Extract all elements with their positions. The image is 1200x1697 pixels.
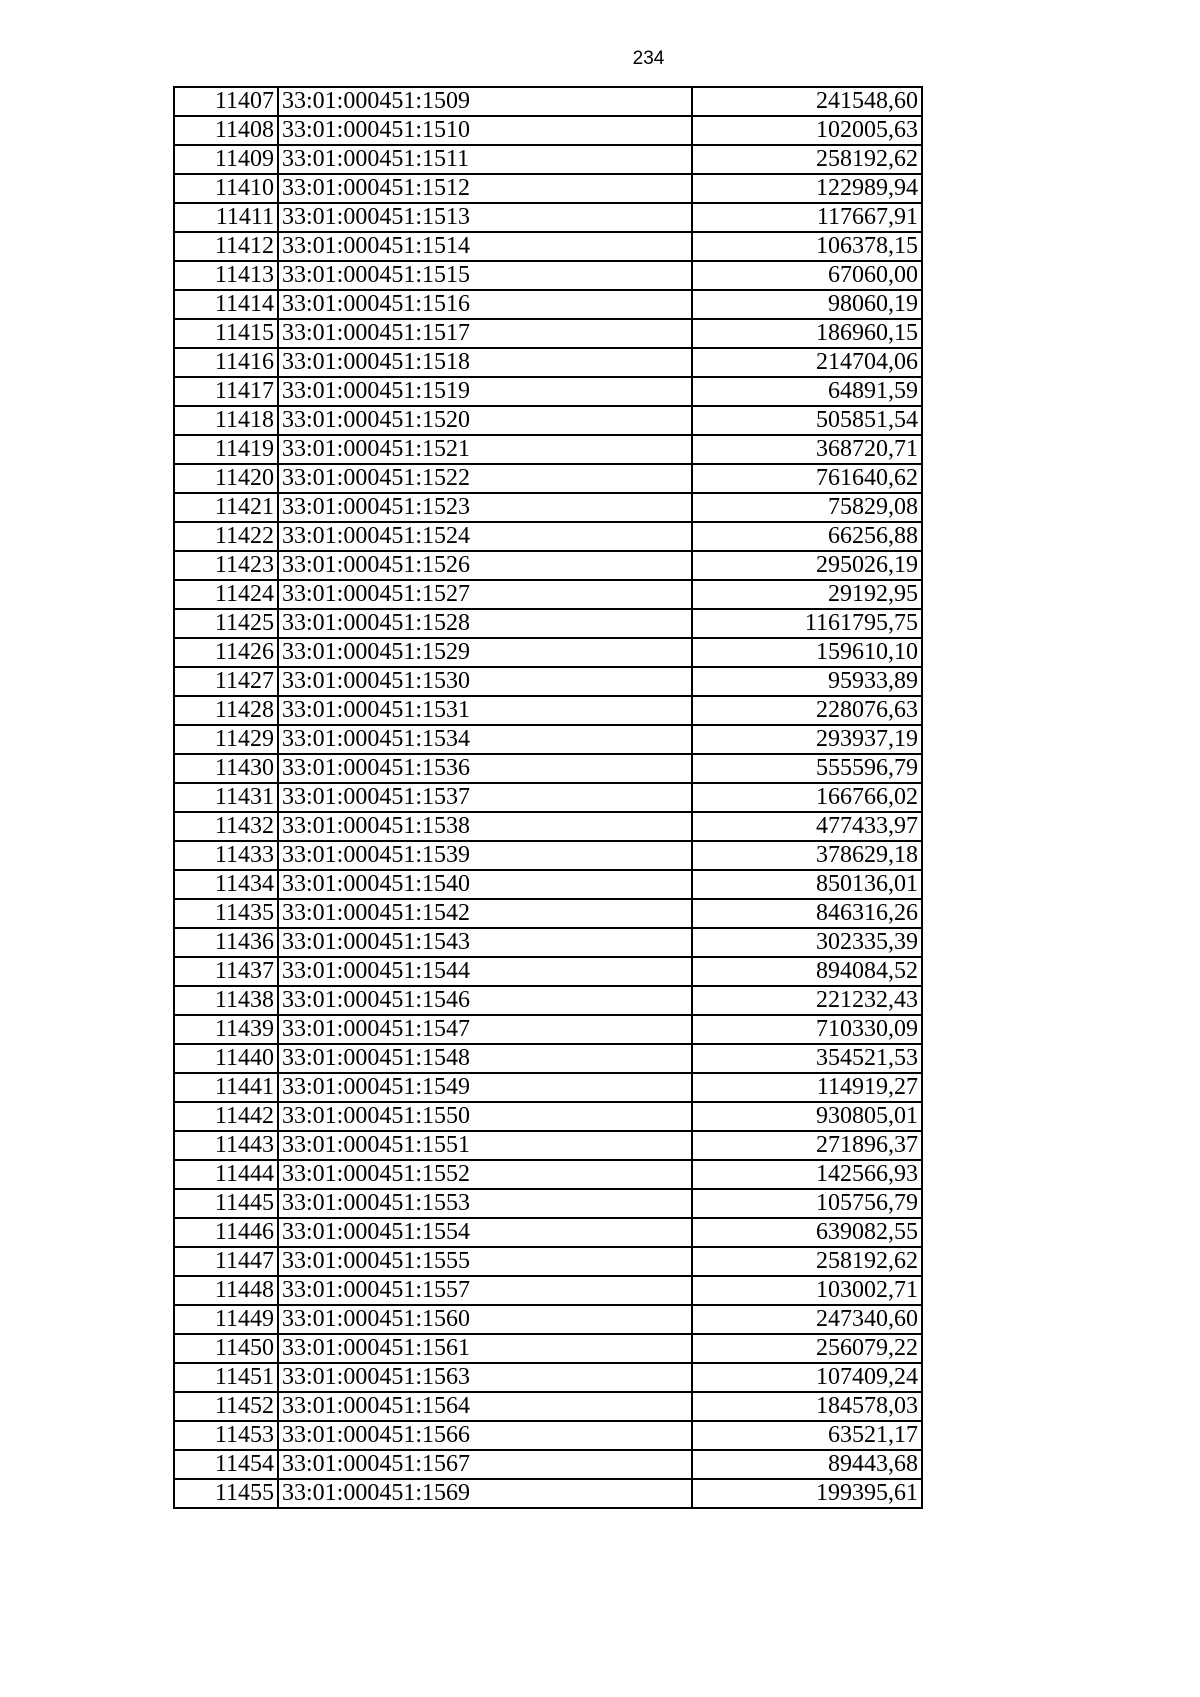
- cadastral-value-cell: 505851,54: [692, 406, 922, 435]
- table-row: [174, 1276, 922, 1305]
- cadastral-value-cell: 228076,63: [692, 696, 922, 725]
- cadastral-value-cell: 105756,79: [692, 1189, 922, 1218]
- row-number-cell: 11451: [174, 1363, 278, 1392]
- row-number-cell: 11447: [174, 1247, 278, 1276]
- cadastral-number-cell: 33:01:000451:1518: [278, 348, 692, 377]
- cadastral-number-cell: 33:01:000451:1539: [278, 841, 692, 870]
- row-number-cell: 11417: [174, 377, 278, 406]
- cadastral-value-cell: 95933,89: [692, 667, 922, 696]
- cadastral-value-cell: 159610,10: [692, 638, 922, 667]
- row-number-cell: 11438: [174, 986, 278, 1015]
- cadastral-number-cell: 33:01:000451:1513: [278, 203, 692, 232]
- table-row: [174, 1218, 922, 1247]
- row-number-cell: 11439: [174, 1015, 278, 1044]
- table-row: [174, 1392, 922, 1421]
- cadastral-value-cell: 354521,53: [692, 1044, 922, 1073]
- cadastral-number-cell: 33:01:000451:1540: [278, 870, 692, 899]
- row-number-cell: 11435: [174, 899, 278, 928]
- row-number-cell: 11455: [174, 1479, 278, 1508]
- cadastral-number-cell: 33:01:000451:1557: [278, 1276, 692, 1305]
- row-number-cell: 11426: [174, 638, 278, 667]
- cadastral-number-cell: 33:01:000451:1538: [278, 812, 692, 841]
- cadastral-value-cell: 846316,26: [692, 899, 922, 928]
- row-number-cell: 11444: [174, 1160, 278, 1189]
- table-row: [174, 812, 922, 841]
- row-number-cell: 11427: [174, 667, 278, 696]
- cadastral-number-cell: 33:01:000451:1524: [278, 522, 692, 551]
- cadastral-number-cell: 33:01:000451:1549: [278, 1073, 692, 1102]
- cadastral-value-cell: 378629,18: [692, 841, 922, 870]
- cadastral-value-cell: 64891,59: [692, 377, 922, 406]
- row-number-cell: 11454: [174, 1450, 278, 1479]
- table-row: [174, 1044, 922, 1073]
- table-row: [174, 754, 922, 783]
- table-row: [174, 1247, 922, 1276]
- cadastral-number-cell: 33:01:000451:1551: [278, 1131, 692, 1160]
- row-number-cell: 11449: [174, 1305, 278, 1334]
- row-number-cell: 11433: [174, 841, 278, 870]
- cadastral-value-cell: 477433,97: [692, 812, 922, 841]
- cadastral-number-cell: 33:01:000451:1561: [278, 1334, 692, 1363]
- table-row: [174, 551, 922, 580]
- cadastral-value-cell: 75829,08: [692, 493, 922, 522]
- cadastral-value-cell: 117667,91: [692, 203, 922, 232]
- cadastral-value-cell: 107409,24: [692, 1363, 922, 1392]
- row-number-cell: 11434: [174, 870, 278, 899]
- cadastral-value-table: [173, 86, 923, 1509]
- cadastral-number-cell: 33:01:000451:1560: [278, 1305, 692, 1334]
- row-number-cell: 11442: [174, 1102, 278, 1131]
- row-number-cell: 11437: [174, 957, 278, 986]
- cadastral-number-cell: 33:01:000451:1510: [278, 116, 692, 145]
- table-row: [174, 203, 922, 232]
- cadastral-value-cell: 271896,37: [692, 1131, 922, 1160]
- cadastral-number-cell: 33:01:000451:1530: [278, 667, 692, 696]
- cadastral-number-cell: 33:01:000451:1519: [278, 377, 692, 406]
- cadastral-number-cell: 33:01:000451:1569: [278, 1479, 692, 1508]
- table-row: [174, 377, 922, 406]
- row-number-cell: 11424: [174, 580, 278, 609]
- cadastral-number-cell: 33:01:000451:1528: [278, 609, 692, 638]
- cadastral-value-cell: 199395,61: [692, 1479, 922, 1508]
- cadastral-value-cell: 89443,68: [692, 1450, 922, 1479]
- table-row: [174, 841, 922, 870]
- cadastral-number-cell: 33:01:000451:1555: [278, 1247, 692, 1276]
- cadastral-number-cell: 33:01:000451:1548: [278, 1044, 692, 1073]
- cadastral-number-cell: 33:01:000451:1514: [278, 232, 692, 261]
- cadastral-number-cell: 33:01:000451:1522: [278, 464, 692, 493]
- table-row: [174, 174, 922, 203]
- table-row: [174, 1160, 922, 1189]
- cadastral-value-cell: 29192,95: [692, 580, 922, 609]
- table-row: [174, 667, 922, 696]
- cadastral-number-cell: 33:01:000451:1563: [278, 1363, 692, 1392]
- table-row: [174, 87, 922, 116]
- row-number-cell: 11411: [174, 203, 278, 232]
- cadastral-number-cell: 33:01:000451:1534: [278, 725, 692, 754]
- cadastral-value-cell: 63521,17: [692, 1421, 922, 1450]
- row-number-cell: 11407: [174, 87, 278, 116]
- cadastral-value-cell: 761640,62: [692, 464, 922, 493]
- cadastral-value-cell: 894084,52: [692, 957, 922, 986]
- row-number-cell: 11420: [174, 464, 278, 493]
- row-number-cell: 11410: [174, 174, 278, 203]
- cadastral-value-cell: 214704,06: [692, 348, 922, 377]
- row-number-cell: 11423: [174, 551, 278, 580]
- table-row: [174, 406, 922, 435]
- cadastral-number-cell: 33:01:000451:1554: [278, 1218, 692, 1247]
- table-row: [174, 261, 922, 290]
- row-number-cell: 11413: [174, 261, 278, 290]
- table-row: [174, 580, 922, 609]
- table-row: [174, 290, 922, 319]
- row-number-cell: 11412: [174, 232, 278, 261]
- cadastral-value-cell: 166766,02: [692, 783, 922, 812]
- page-number: 234: [632, 48, 665, 69]
- row-number-cell: 11432: [174, 812, 278, 841]
- row-number-cell: 11428: [174, 696, 278, 725]
- table-row: [174, 1479, 922, 1508]
- table-row: [174, 435, 922, 464]
- table-row: [174, 899, 922, 928]
- table-row: [174, 1015, 922, 1044]
- table-row: [174, 696, 922, 725]
- cadastral-value-cell: 930805,01: [692, 1102, 922, 1131]
- row-number-cell: 11414: [174, 290, 278, 319]
- table-row: [174, 1334, 922, 1363]
- row-number-cell: 11441: [174, 1073, 278, 1102]
- cadastral-value-cell: 122989,94: [692, 174, 922, 203]
- table-row: [174, 609, 922, 638]
- row-number-cell: 11415: [174, 319, 278, 348]
- row-number-cell: 11421: [174, 493, 278, 522]
- table-row: [174, 725, 922, 754]
- table-row: [174, 638, 922, 667]
- cadastral-number-cell: 33:01:000451:1521: [278, 435, 692, 464]
- cadastral-value-cell: 368720,71: [692, 435, 922, 464]
- cadastral-value-cell: 256079,22: [692, 1334, 922, 1363]
- row-number-cell: 11450: [174, 1334, 278, 1363]
- row-number-cell: 11443: [174, 1131, 278, 1160]
- cadastral-number-cell: 33:01:000451:1511: [278, 145, 692, 174]
- table-row: [174, 1363, 922, 1392]
- cadastral-value-cell: 66256,88: [692, 522, 922, 551]
- cadastral-number-cell: 33:01:000451:1529: [278, 638, 692, 667]
- cadastral-value-cell: 555596,79: [692, 754, 922, 783]
- row-number-cell: 11448: [174, 1276, 278, 1305]
- cadastral-value-cell: 850136,01: [692, 870, 922, 899]
- table-row: [174, 1305, 922, 1334]
- table-row: [174, 783, 922, 812]
- row-number-cell: 11418: [174, 406, 278, 435]
- table-body: [174, 87, 922, 1508]
- table-row: [174, 348, 922, 377]
- cadastral-number-cell: 33:01:000451:1516: [278, 290, 692, 319]
- cadastral-value-cell: 114919,27: [692, 1073, 922, 1102]
- table-row: [174, 928, 922, 957]
- cadastral-value-cell: 1161795,75: [692, 609, 922, 638]
- cadastral-value-cell: 106378,15: [692, 232, 922, 261]
- cadastral-number-cell: 33:01:000451:1520: [278, 406, 692, 435]
- cadastral-number-cell: 33:01:000451:1567: [278, 1450, 692, 1479]
- row-number-cell: 11416: [174, 348, 278, 377]
- table-row: [174, 1450, 922, 1479]
- cadastral-value-cell: 293937,19: [692, 725, 922, 754]
- table-row: [174, 493, 922, 522]
- cadastral-number-cell: 33:01:000451:1523: [278, 493, 692, 522]
- table-row: [174, 319, 922, 348]
- cadastral-value-cell: 302335,39: [692, 928, 922, 957]
- cadastral-number-cell: 33:01:000451:1527: [278, 580, 692, 609]
- cadastral-number-cell: 33:01:000451:1547: [278, 1015, 692, 1044]
- table-row: [174, 986, 922, 1015]
- row-number-cell: 11419: [174, 435, 278, 464]
- cadastral-number-cell: 33:01:000451:1564: [278, 1392, 692, 1421]
- table-row: [174, 1102, 922, 1131]
- cadastral-value-cell: 103002,71: [692, 1276, 922, 1305]
- cadastral-number-cell: 33:01:000451:1509: [278, 87, 692, 116]
- row-number-cell: 11440: [174, 1044, 278, 1073]
- table-row: [174, 1131, 922, 1160]
- table-row: [174, 1073, 922, 1102]
- cadastral-value-cell: 102005,63: [692, 116, 922, 145]
- cadastral-number-cell: 33:01:000451:1553: [278, 1189, 692, 1218]
- cadastral-number-cell: 33:01:000451:1526: [278, 551, 692, 580]
- row-number-cell: 11422: [174, 522, 278, 551]
- row-number-cell: 11431: [174, 783, 278, 812]
- cadastral-value-cell: 258192,62: [692, 145, 922, 174]
- row-number-cell: 11453: [174, 1421, 278, 1450]
- row-number-cell: 11430: [174, 754, 278, 783]
- table-row: [174, 1421, 922, 1450]
- row-number-cell: 11436: [174, 928, 278, 957]
- row-number-cell: 11425: [174, 609, 278, 638]
- cadastral-number-cell: 33:01:000451:1536: [278, 754, 692, 783]
- cadastral-value-cell: 98060,19: [692, 290, 922, 319]
- row-number-cell: 11408: [174, 116, 278, 145]
- cadastral-value-cell: 295026,19: [692, 551, 922, 580]
- cadastral-number-cell: 33:01:000451:1552: [278, 1160, 692, 1189]
- cadastral-value-cell: 186960,15: [692, 319, 922, 348]
- cadastral-number-cell: 33:01:000451:1531: [278, 696, 692, 725]
- row-number-cell: 11445: [174, 1189, 278, 1218]
- cadastral-number-cell: 33:01:000451:1546: [278, 986, 692, 1015]
- cadastral-value-cell: 67060,00: [692, 261, 922, 290]
- table-row: [174, 522, 922, 551]
- cadastral-number-cell: 33:01:000451:1515: [278, 261, 692, 290]
- cadastral-value-cell: 221232,43: [692, 986, 922, 1015]
- table-row: [174, 145, 922, 174]
- row-number-cell: 11446: [174, 1218, 278, 1247]
- cadastral-value-cell: 247340,60: [692, 1305, 922, 1334]
- table-row: [174, 464, 922, 493]
- cadastral-number-cell: 33:01:000451:1544: [278, 957, 692, 986]
- cadastral-number-cell: 33:01:000451:1566: [278, 1421, 692, 1450]
- cadastral-value-cell: 241548,60: [692, 87, 922, 116]
- table-row: [174, 232, 922, 261]
- cadastral-value-cell: 258192,62: [692, 1247, 922, 1276]
- cadastral-value-cell: 639082,55: [692, 1218, 922, 1247]
- cadastral-number-cell: 33:01:000451:1550: [278, 1102, 692, 1131]
- table-row: [174, 957, 922, 986]
- cadastral-number-cell: 33:01:000451:1537: [278, 783, 692, 812]
- table-row: [174, 116, 922, 145]
- cadastral-value-cell: 184578,03: [692, 1392, 922, 1421]
- table-row: [174, 870, 922, 899]
- cadastral-number-cell: 33:01:000451:1542: [278, 899, 692, 928]
- row-number-cell: 11452: [174, 1392, 278, 1421]
- cadastral-number-cell: 33:01:000451:1543: [278, 928, 692, 957]
- row-number-cell: 11409: [174, 145, 278, 174]
- cadastral-number-cell: 33:01:000451:1512: [278, 174, 692, 203]
- row-number-cell: 11429: [174, 725, 278, 754]
- cadastral-value-cell: 710330,09: [692, 1015, 922, 1044]
- table-row: [174, 1189, 922, 1218]
- cadastral-number-cell: 33:01:000451:1517: [278, 319, 692, 348]
- cadastral-value-cell: 142566,93: [692, 1160, 922, 1189]
